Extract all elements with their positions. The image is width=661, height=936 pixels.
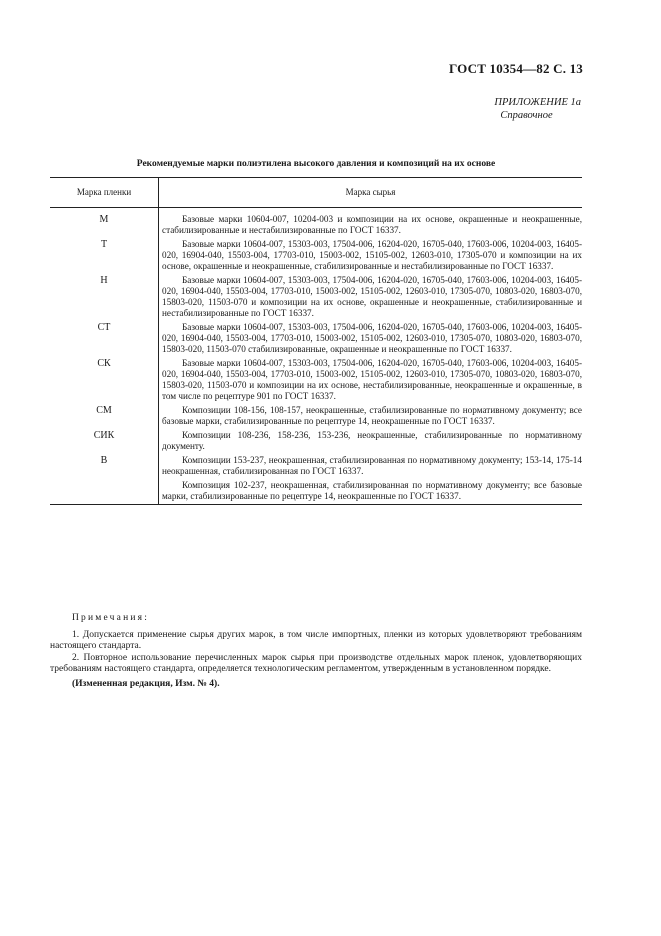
appendix-title: ПРИЛОЖЕНИЕ 1а bbox=[494, 97, 581, 108]
raw-material-text: Композиции 108-156, 108-157, неокрашенные, стабилизированные по нормативному документу; все базовые марки, стабилизированные по рецептуре 14, неокрашенные по ГОСТ 16337. bbox=[162, 405, 582, 426]
table-row bbox=[50, 402, 582, 427]
table-title: Рекомендуемые марки полиэтилена высокого давления и композиций на их основе bbox=[136, 159, 496, 169]
notes-section bbox=[50, 613, 582, 690]
raw-material-text: Композиции 153-237, неокрашенная, стабилизированная по нормативному документу; 153-14, 175-14 неокрашенная, стабилизированная по ГОСТ 16337. bbox=[162, 455, 582, 476]
raw-material-cell bbox=[159, 208, 583, 237]
raw-material-cell bbox=[159, 319, 583, 355]
table-row bbox=[50, 208, 582, 237]
col-header-raw-material: Марка сырья bbox=[159, 178, 583, 208]
raw-material-text: Базовые марки 10604-007, 10204-003 и композиции на их основе, окрашенные и неокрашенные, стабилизированные и нестабилизированные по ГОСТ 16337. bbox=[162, 214, 582, 235]
raw-material-text: Базовые марки 10604-007, 15303-003, 17504-006, 16204-020, 16705-040, 17603-006, 10204-003, 16405-020, 16904-040, 15503-004, 17703-010, 15003-002, 15105-002, 12603-010, 17305-070, 10803-020, 16803-070, 15803-020, 11503-070 стабилизированные, окрашенные и неокрашенные по ГОСТ 16337. bbox=[162, 322, 582, 354]
film-mark: Т bbox=[100, 239, 108, 250]
film-mark: В bbox=[100, 455, 108, 466]
col-header-film-mark: Марка пленки bbox=[50, 178, 159, 208]
film-mark: СМ bbox=[96, 405, 112, 416]
raw-material-cell bbox=[159, 402, 583, 427]
raw-material-cell bbox=[159, 452, 583, 505]
appendix-subtitle: Справочное bbox=[500, 110, 553, 121]
table-row bbox=[50, 236, 582, 272]
table-row bbox=[50, 272, 582, 319]
amendment-note: (Измененная редакция, Изм. № 4). bbox=[72, 678, 220, 689]
appendix-label bbox=[494, 96, 581, 122]
table-row bbox=[50, 355, 582, 402]
film-mark: СК bbox=[97, 358, 111, 369]
film-mark: СТ bbox=[97, 322, 111, 333]
table-header-row bbox=[50, 178, 582, 208]
film-mark: СИК bbox=[93, 430, 115, 441]
film-mark-cell bbox=[50, 236, 159, 272]
film-mark: М bbox=[99, 214, 109, 225]
note-item: 1. Допускается применение сырья других марок, в том числе импортных, пленки из которых удовлетворяют требованиям настоящего стандарта. bbox=[50, 629, 582, 651]
table-row bbox=[50, 452, 582, 505]
raw-material-text: Базовые марки 10604-007, 15303-003, 17504-006, 16204-020, 16705-040, 17603-006, 10204-003, 16405-020, 16904-040, 15503-004, 17703-010, 15003-002, 15105-002, 12603-010, 17305-070 и композиции на их основе, окрашенные и неокрашенные, стабилизированные и нестабилизированные по ГОСТ 16337. bbox=[162, 239, 582, 271]
film-mark-cell bbox=[50, 272, 159, 319]
raw-material-text: Композиции 108-236, 158-236, 153-236, неокрашенные, стабилизированные по нормативному документу. bbox=[162, 430, 582, 451]
raw-material-cell bbox=[159, 272, 583, 319]
film-mark-cell bbox=[50, 355, 159, 402]
film-mark-cell bbox=[50, 402, 159, 427]
film-mark-cell bbox=[50, 319, 159, 355]
page-header-doc-ref: ГОСТ 10354—82 С. 13 bbox=[449, 61, 583, 76]
film-mark: Н bbox=[100, 275, 108, 286]
raw-material-text: Композиция 102-237, неокрашенная, стабилизированная по нормативному документу; все базовые марки, стабилизированные по рецептуре 14, неокрашенные по ГОСТ 16337. bbox=[162, 480, 582, 501]
film-mark-cell bbox=[50, 452, 159, 505]
raw-material-cell bbox=[159, 355, 583, 402]
raw-material-text: Базовые марки 10604-007, 15303-003, 17504-006, 16204-020, 16705-040, 17603-006, 10204-003, 16405-020, 16904-040, 15503-004, 17703-010, 15003-002, 15105-002, 12603-010, 17305-070, 10803-020, 16803-070, 15803-020, 11503-070 и композиции на их основе, окрашенные и неокрашенные, стабилизированные и нестабилизированные по ГОСТ 16337. bbox=[162, 275, 582, 318]
film-mark-cell bbox=[50, 427, 159, 452]
table-row bbox=[50, 427, 582, 452]
note-item: 2. Повторное использование перечисленных марок сырья при производстве отдельных марок пленок, удовлетворяющих требованиям настоящего стандарта, определяется технологическим регламентом, утвержденным в установленном порядке. bbox=[50, 652, 582, 674]
raw-material-table bbox=[50, 177, 582, 505]
raw-material-cell bbox=[159, 236, 583, 272]
raw-material-text: Базовые марки 10604-007, 15303-003, 17504-006, 16204-020, 16705-040, 17603-006, 10204-003, 16405-020, 16904-040, 15503-004, 17703-010, 15003-002, 15105-002, 12603-010, 17305-070, 10803-020, 16803-070, 15803-020, 11503-070 и композиции на их основе, нестабилизированные, неокрашенные и окрашенные, в том числе по рецептуре 901 по ГОСТ 16337. bbox=[162, 358, 582, 401]
notes-title: Примечания: bbox=[72, 613, 150, 623]
film-mark-cell bbox=[50, 208, 159, 237]
table-row bbox=[50, 319, 582, 355]
raw-material-cell bbox=[159, 427, 583, 452]
